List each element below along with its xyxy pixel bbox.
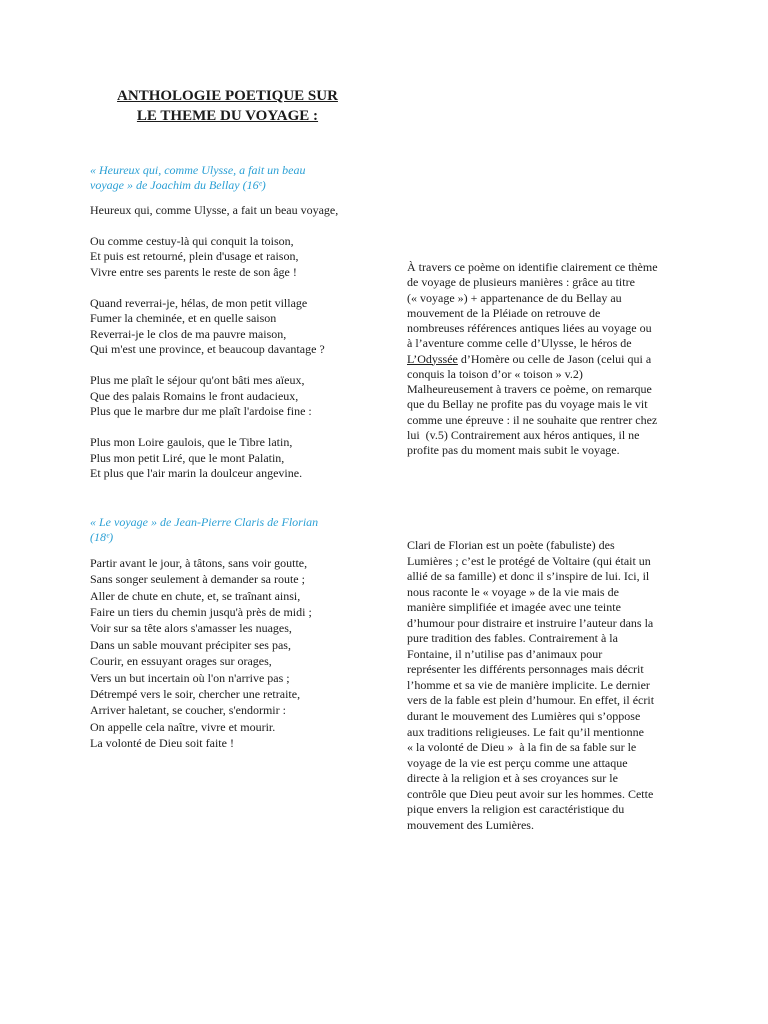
- poem-line: Faire un tiers du chemin jusqu'à près de midi ;: [90, 605, 312, 620]
- poem-line: Fumer la cheminée, et en quelle saison: [90, 311, 277, 326]
- stanza: [90, 234, 338, 280]
- poem-du-bellay: [90, 203, 338, 497]
- title-text: LE THEME DU VOYAGE :: [136, 108, 319, 124]
- commentary-line: nous raconte le « voyage » de la vie mais de: [407, 584, 619, 599]
- poem-line: Arriver haletant, se coucher, s'endormir :: [90, 703, 286, 718]
- commentary-line: À travers ce poème on identifie clairement ce thème: [407, 260, 658, 274]
- poem-line: Et puis est retourné, plein d'usage et raison,: [90, 249, 299, 264]
- title-text: ANTHOLOGIE POETIQUE SUR: [117, 88, 338, 104]
- commentary-line: Fontaine, il n’utilise pas d’animaux pour: [407, 646, 603, 661]
- commentary-line: comme une épreuve : il ne souhaite que rentrer chez: [407, 412, 658, 427]
- commentary-line: allié de sa famille) et donc il s’inspire de lui. Ici, il: [407, 569, 650, 584]
- poem-line: On appelle cela naître, vivre et mourir.: [90, 719, 276, 734]
- stanza: [90, 203, 338, 218]
- commentary-line: directe à la religion et à ses croyances sur le: [407, 771, 618, 786]
- poem-line: Aller de chute en chute, et, se traînant ainsi,: [90, 588, 301, 603]
- commentary-line: conquis la toison d’or « toison » v.2): [407, 366, 583, 381]
- commentary-line: contrôle que Dieu peut avoir sur les hommes. Cette: [407, 786, 654, 801]
- poem-line: La volonté de Dieu soit faite !: [90, 735, 234, 750]
- poem-line: Vivre entre ses parents le reste de son âge !: [90, 264, 297, 279]
- poem-line: Reverrai-je le clos de ma pauvre maison,: [90, 326, 287, 341]
- commentary-line: (« voyage ») + appartenance de du Bellay au: [407, 290, 622, 305]
- commentary-du-bellay: [407, 260, 658, 458]
- poem-line: Ou comme cestuy-là qui conquit la toison,: [90, 233, 294, 248]
- stanza: [90, 373, 338, 419]
- book-title-odyssee: L’Odyssée: [407, 351, 458, 366]
- commentary-line: mouvement des Lumières.: [407, 817, 534, 832]
- poem-line: Heureux qui, comme Ulysse, a fait un beau voyage,: [90, 203, 339, 217]
- poem-line: Plus mon Loire gaulois, que le Tibre latin,: [90, 435, 293, 450]
- page-title: [80, 86, 375, 126]
- commentary-line: d’humour pour distraire et instruire l’auteur dans la: [407, 615, 654, 630]
- commentary-line: aux traditions religieuses. Le fait qu’il mentionne: [407, 724, 644, 739]
- commentary-line: à l’aventure comme celle d’Ulysse, le héros de: [407, 336, 632, 351]
- commentary-line: manière simplifiée et imagée avec une teinte: [407, 600, 621, 615]
- heading-line: « Le voyage » de Jean-Pierre Claris de Florian: [90, 515, 319, 529]
- poem-line: Sans songer seulement à demander sa route ;: [90, 572, 305, 587]
- commentary-line: Clari de Florian est un poète (fabuliste) des: [407, 538, 615, 552]
- commentary-line: pique envers la religion est caractéristique du: [407, 802, 625, 817]
- poem-line: Courir, en essuyant orages sur orages,: [90, 654, 272, 669]
- commentary-line: pure tradition des fables. Contrairement à la: [407, 631, 618, 646]
- poem-line: Que des palais Romains le front audacieux,: [90, 388, 299, 403]
- title-line: [80, 86, 375, 106]
- commentary-line: [407, 352, 658, 367]
- poem-line: Détrempé vers le soir, chercher une retraite,: [90, 686, 301, 701]
- poem-line: Voir sur sa tête alors s'amasser les nuages,: [90, 621, 292, 636]
- commentary-line: durant le mouvement des Lumières qui s’oppose: [407, 709, 641, 724]
- stanza: [90, 296, 338, 358]
- stanza: [90, 435, 338, 481]
- poem-line: Et plus que l'air marin la doulceur angevine.: [90, 465, 303, 480]
- heading-line: « Heureux qui, comme Ulysse, a fait un beau: [90, 163, 306, 177]
- poem-heading-florian: [90, 515, 318, 545]
- heading-line: (18ᵉ): [90, 530, 114, 544]
- poem-line: Dans un sable mouvant précipiter ses pas,: [90, 637, 291, 652]
- title-line: [80, 106, 375, 126]
- commentary-line: « la volonté de Dieu » à la fin de sa fable sur le: [407, 740, 637, 755]
- commentary-line: l’homme et sa vie de manière implicite. Le dernier: [407, 677, 650, 692]
- poem-line: Partir avant le jour, à tâtons, sans voir goutte,: [90, 556, 308, 570]
- poem-line: Quand reverrai-je, hélas, de mon petit village: [90, 295, 308, 310]
- commentary-line: Lumières ; c’est le protégé de Voltaire (qui était un: [407, 553, 651, 568]
- poem-line: Plus me plaît le séjour qu'ont bâti mes aïeux,: [90, 373, 305, 388]
- heading-line: voyage » de Joachim du Bellay (16ᵉ): [90, 178, 266, 192]
- commentary-line: profite pas du moment mais subit le voyage.: [407, 443, 620, 457]
- commentary-line: nombreuses références antiques liées au voyage ou: [407, 321, 652, 335]
- commentary-florian: [407, 538, 654, 833]
- commentary-line: vers de la fable est plein d’humour. En effet, il écrit: [407, 693, 655, 708]
- commentary-text: d’Homère ou celle de Jason (celui qui a: [457, 351, 652, 366]
- commentary-line: mouvement de la Pléiade on retrouve de: [407, 305, 601, 320]
- poem-line: Qui m'est une province, et beaucoup davantage ?: [90, 342, 325, 357]
- commentary-line: Malheureusement à travers ce poème, on remarque: [407, 382, 652, 396]
- commentary-line: que du Bellay ne profite pas du voyage mais le vit: [407, 397, 648, 412]
- poem-line: Plus mon petit Liré, que le mont Palatin,: [90, 450, 285, 465]
- commentary-line: de voyage de plusieurs manières : grâce au titre: [407, 275, 635, 290]
- poem-line: Vers un but incertain où l'on n'arrive pas ;: [90, 670, 290, 685]
- poem-florian: [90, 555, 312, 751]
- commentary-line: lui (v.5) Contrairement aux héros antiques, il ne: [407, 427, 640, 442]
- poem-line: Plus que le marbre dur me plaît l'ardoise fine :: [90, 404, 312, 419]
- commentary-line: représenter les différents personnages mais décrit: [407, 662, 644, 677]
- poem-heading-du-bellay: [90, 163, 306, 193]
- commentary-line: voyage de la vie est perçu comme une attaque: [407, 755, 628, 770]
